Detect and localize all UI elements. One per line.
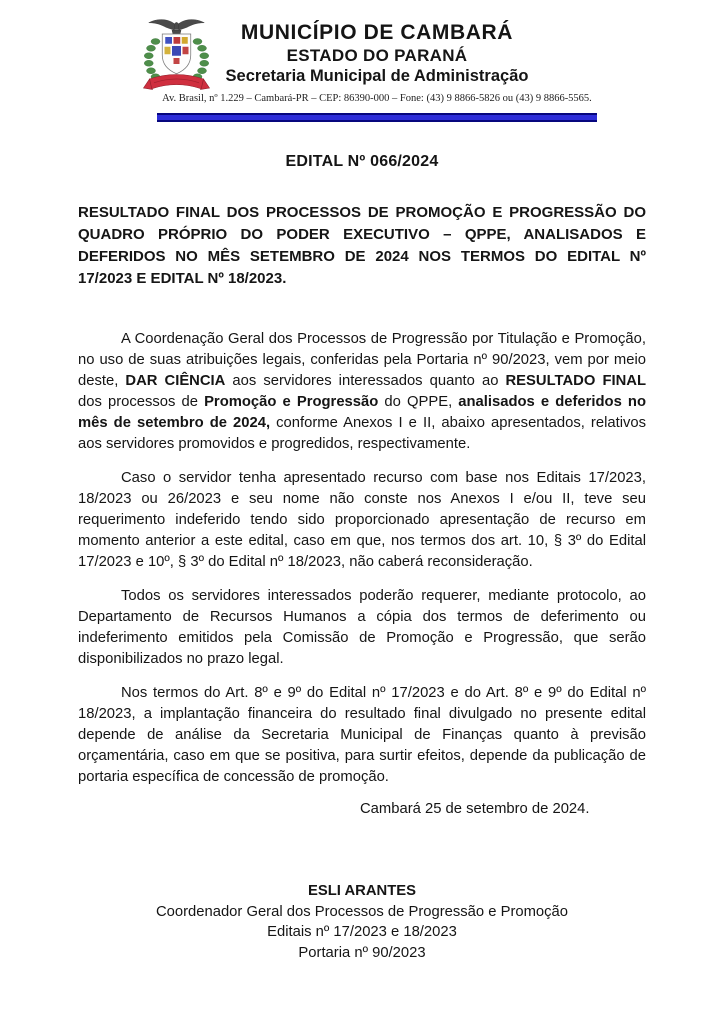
document-body	[78, 153, 646, 963]
paragraph-1: A Coordenação Geral dos Processos de Progressão por Titulação e Promoção, no uso de suas atribuições legais, conferidas pela Portaria nº 90/2023, vem por meio deste, DAR CIÊNCIA aos servidores interessados quanto ao RESULTADO FINAL dos processos de Promoção e Progressão do QPPE, analisados e deferidos no mês de setembro de 2024, conforme Anexos I e II, abaixo apresentados, relativos aos servidores promovidos e progredidos, respectivamente.	[78, 331, 647, 452]
department-name: Secretaria Municipal de Administração	[225, 66, 529, 85]
signature-role: Coordenador Geral dos Processos de Progressão e Promoção	[155, 903, 569, 920]
edital-title: EDITAL Nº 066/2024	[285, 153, 439, 170]
letterhead-text	[137, 21, 617, 105]
signature-editais: Editais nº 17/2023 e 18/2023	[267, 924, 457, 940]
signature-name: ESLI ARANTES	[308, 883, 416, 899]
paragraph-2: Caso o servidor tenha apresentado recurso com base nos Editais 17/2023, 18/2023 ou 26/2023 e seu nome não conste nos Anexos I e/ou II, teve seu requerimento indeferido tendo sido proporcionado apresentação de recurso em momento anterior a este edital, caso em que, nos termos dos art. 10, § 3º do Edital 17/2023 e 10º, § 3º do Edital nº 18/2023, não caberá reconsideração.	[78, 470, 646, 570]
date-line: Cambará 25 de setembro de 2024.	[360, 801, 590, 817]
signature-block	[78, 881, 646, 963]
paragraph-4: Nos termos do Art. 8º e 9º do Edital nº 17/2023 e do Art. 8º e 9º do Edital nº 18/2023, a implantação financeira do resultado final divulgado no presente edital depende de análise da Secretaria Municipal de Finanças quanto à previsão orçamentária, caso em que se positiva, para surtir efeitos, depende da publicação de portaria específica de concessão de promoção.	[78, 685, 646, 785]
municipality-name: MUNICÍPIO DE CAMBARÁ	[240, 21, 514, 44]
edital-subject: RESULTADO FINAL DOS PROCESSOS DE PROMOÇÃO E PROGRESSÃO DO QUADRO PRÓPRIO DO PODER EXECUTIVO – QPPE, ANALISADOS E DEFERIDOS NO MÊS SETEMBRO DE 2024 NOS TERMOS DO EDITAL Nº 17/2023 E EDITAL Nº 18/2023.	[78, 204, 646, 287]
state-name: ESTADO DO PARANÁ	[286, 46, 468, 66]
signature-portaria: Portaria nº 90/2023	[298, 944, 426, 961]
paragraph-3: Todos os servidores interessados poderão requerer, mediante protocolo, ao Departamento de Recursos Humanos a cópia dos termos de deferimento ou indeferimento emitidos pela Comissão de Promoção e Progressão, que serão disponibilizados no prazo legal.	[78, 588, 646, 667]
address-line: Av. Brasil, nº 1.229 – Cambará-PR – CEP: 86390-000 – Fone: (43) 9 8866-5826 ou (43) 9 8866-5565.	[162, 92, 592, 104]
header-divider-line	[157, 113, 597, 122]
letterhead	[0, 0, 724, 124]
